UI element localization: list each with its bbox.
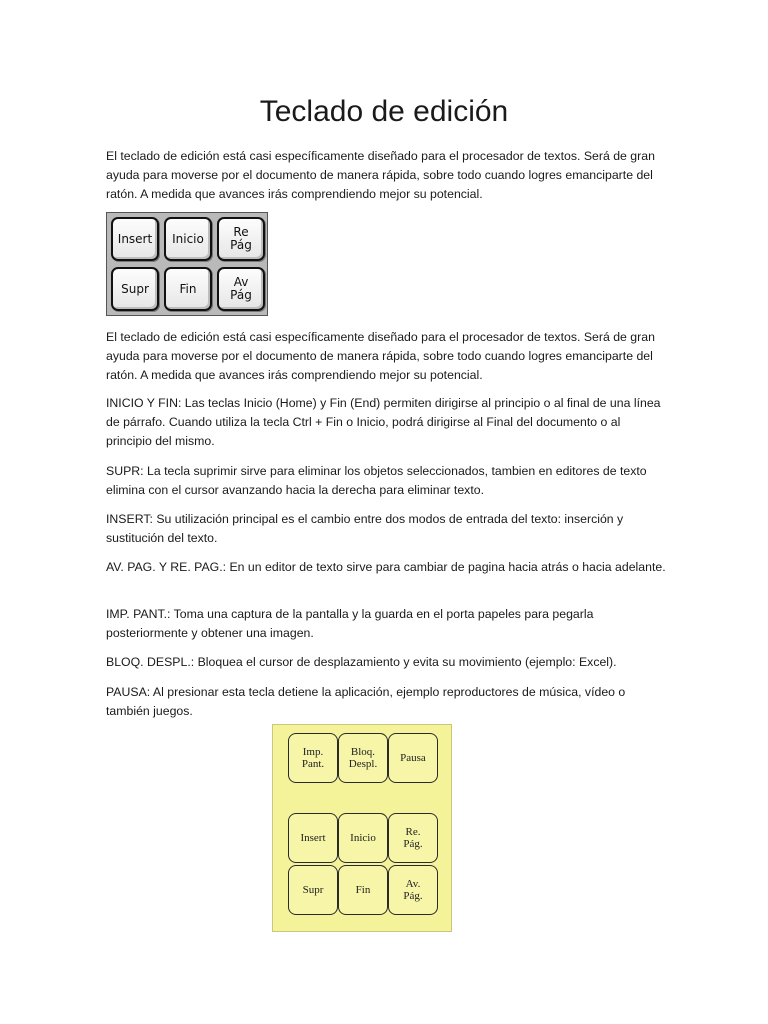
editing-keypad-image-yellow xyxy=(272,724,452,932)
key-avpag: Av. Pág. xyxy=(388,865,438,915)
paragraph-supr: SUPR: La tecla suprimir sirve para eliminar los objetos seleccionados, tambien en editores de texto elimina con el cursor avanzando hacia la derecha para eliminar texto. xyxy=(106,464,647,497)
intro-paragraph-1: El teclado de edición está casi específicamente diseñado para el procesador de textos. Será de gran ayuda para moverse por el documento de manera rápida, sobre todo cuando logres emanciparte del ratón. A medida que avances irás comprendiendo mejor su potencial. xyxy=(106,149,655,201)
intro-paragraph-2: El teclado de edición está casi específicamente diseñado para el procesador de textos. Será de gran ayuda para moverse por el documento de manera rápida, sobre todo cuando logres emanciparte del ratón. A medida que avances irás comprendiendo mejor su potencial. xyxy=(106,330,655,382)
key-insert: Insert xyxy=(288,813,338,863)
key-insert: Insert xyxy=(111,217,159,261)
key-inicio: Inicio xyxy=(338,813,388,863)
paragraph-av-re-pag: AV. PAG. Y RE. PAG.: En un editor de texto sirve para cambiar de pagina hacia atrás o hacia adelante. xyxy=(106,560,666,574)
paragraph-imp-pant: IMP. PANT.: Toma una captura de la pantalla y la guarda en el porta papeles para pegarla posteriormente y obtener una imagen. xyxy=(106,607,594,640)
key-repag: Re Pág xyxy=(217,217,265,261)
key-supr: Supr xyxy=(111,267,159,311)
key-pausa: Pausa xyxy=(388,733,438,783)
paragraph-inicio-fin: INICIO Y FIN: Las teclas Inicio (Home) y Fin (End) permiten dirigirse al principio o al final de una línea de párrafo. Cuando utiliza la tecla Ctrl + Fin o Inicio, podrá dirigirse al Final del documento o al principio del mismo. xyxy=(106,396,661,448)
key-inicio: Inicio xyxy=(164,217,212,261)
key-avpag: Av Pág xyxy=(217,267,265,311)
key-repag: Re. Pág. xyxy=(388,813,438,863)
page-title: Teclado de edición xyxy=(259,95,509,128)
key-imp-pant: Imp. Pant. xyxy=(288,733,338,783)
paragraph-pausa: PAUSA: Al presionar esta tecla detiene la aplicación, ejemplo reproductores de música, vídeo o también juegos. xyxy=(106,685,626,718)
paragraph-insert: INSERT: Su utilización principal es el cambio entre dos modos de entrada del texto: inserción y sustitución del texto. xyxy=(106,512,624,545)
paragraph-bloq-despl: BLOQ. DESPL.: Bloquea el cursor de desplazamiento y evita su movimiento (ejemplo: Excel). xyxy=(106,655,617,669)
key-bloq-despl: Bloq. Despl. xyxy=(338,733,388,783)
key-fin: Fin xyxy=(164,267,212,311)
key-fin: Fin xyxy=(338,865,388,915)
editing-keypad-image-gray xyxy=(106,212,268,316)
key-supr: Supr xyxy=(288,865,338,915)
